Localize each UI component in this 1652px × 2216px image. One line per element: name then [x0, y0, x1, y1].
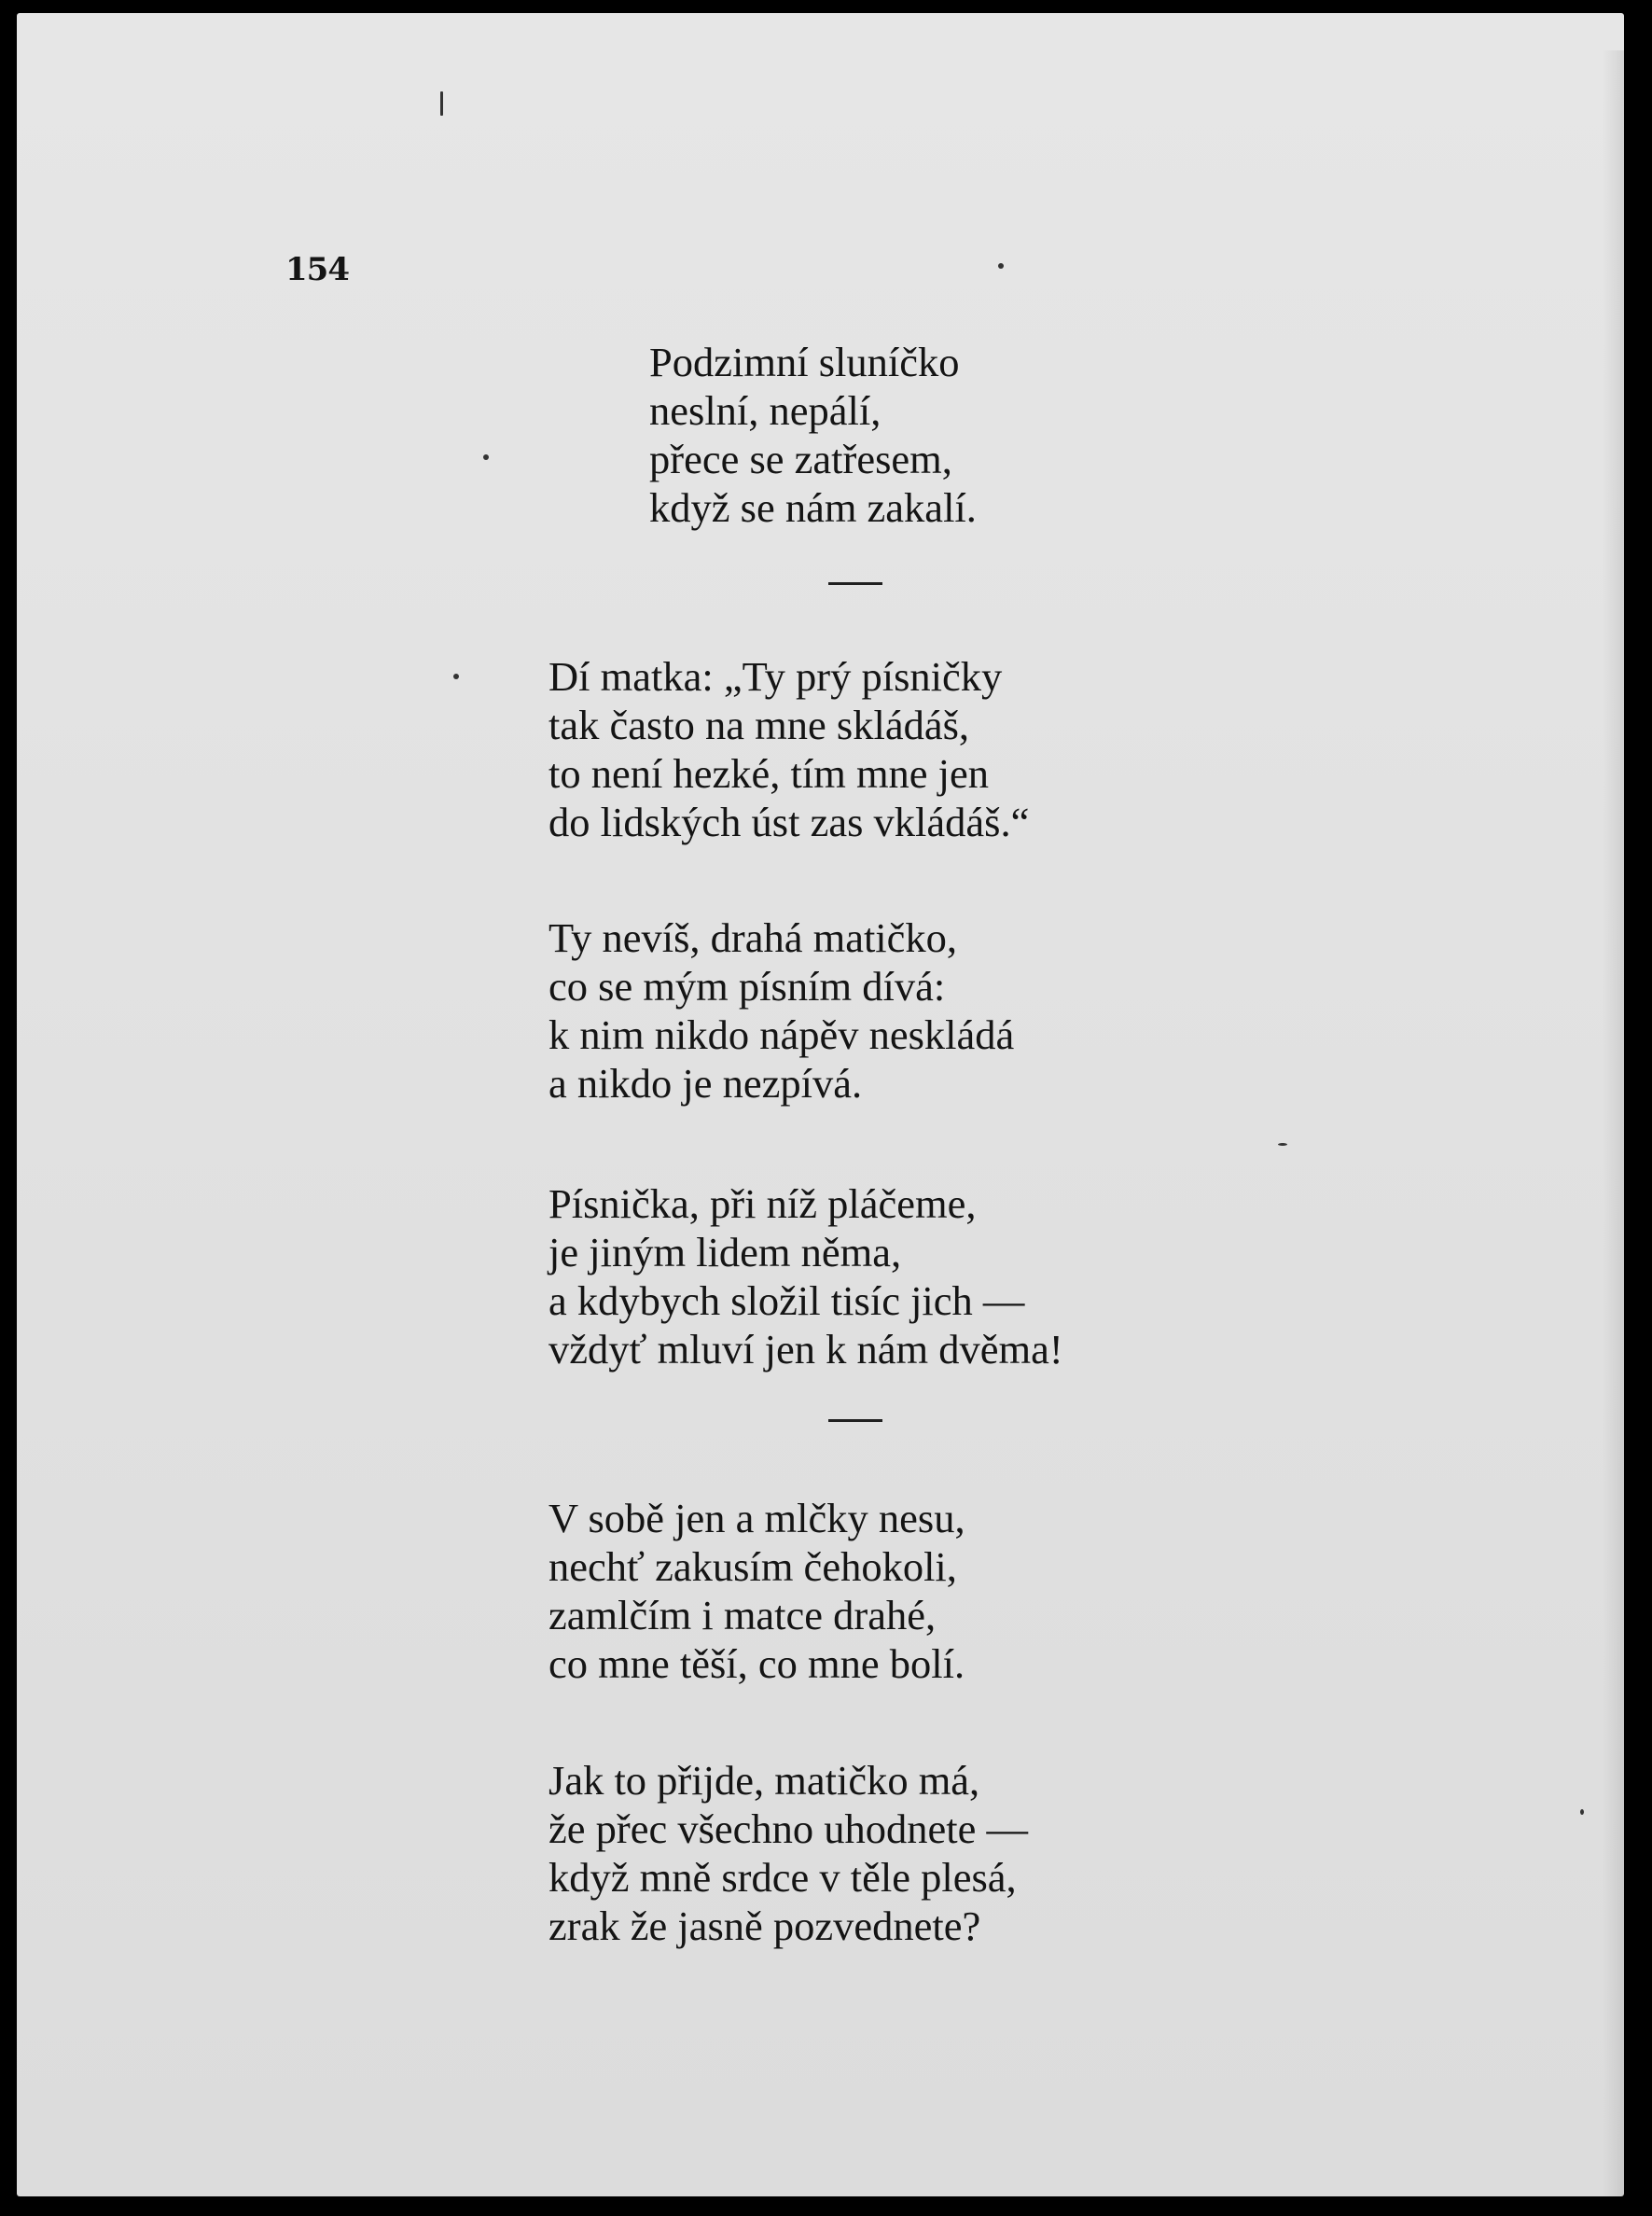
- stanza-3: [548, 913, 1014, 1108]
- verse-line: že přec všechno uhodnete —: [548, 1805, 1029, 1852]
- stanza-5: [548, 1494, 965, 1688]
- verse-line: vždyť mluví jen k nám dvěma!: [548, 1326, 1063, 1373]
- verse-line: Podzimní sluníčko: [649, 339, 960, 385]
- scan-speck: [440, 91, 443, 116]
- stanza-1: [649, 338, 977, 532]
- scan-speck: [1580, 1809, 1584, 1815]
- verse-line: a kdybych složil tisíc jich —: [548, 1277, 1025, 1324]
- verse-line: co mne těší, co mne bolí.: [548, 1640, 965, 1687]
- verse-line: Dí matka: „Ty prý písničky: [548, 653, 1003, 700]
- verse-line: přece se zatřesem,: [649, 436, 952, 482]
- stanza-2: [548, 652, 1029, 846]
- verse-line: a nikdo je nezpívá.: [548, 1060, 863, 1107]
- verse-line: když mně srdce v těle plesá,: [548, 1854, 1017, 1901]
- stanza-6: [548, 1756, 1028, 1950]
- paper-sheet: [17, 13, 1624, 2196]
- verse-line: k nim nikdo nápěv neskládá: [548, 1011, 1015, 1058]
- verse-line: V sobě jen a mlčky nesu,: [548, 1495, 965, 1541]
- verse-line: zrak že jasně pozvednete?: [548, 1902, 981, 1949]
- page-edge-shadow: [1603, 50, 1641, 2196]
- verse-line: Ty nevíš, drahá matičko,: [548, 914, 958, 961]
- verse-line: Jak to přijde, matičko má,: [548, 1757, 980, 1804]
- verse-line: to není hezké, tím mne jen: [548, 750, 990, 797]
- verse-line: zamlčím i matce drahé,: [548, 1592, 937, 1638]
- verse-line: když se nám zakalí.: [649, 484, 977, 531]
- scan-speck: [483, 454, 489, 460]
- scan-speck: [998, 263, 1004, 269]
- section-separator: [828, 1419, 882, 1422]
- stanza-4: [548, 1179, 1063, 1373]
- scan-speck: [453, 674, 459, 679]
- scan-speck: [1278, 1143, 1287, 1146]
- verse-line: je jiným lidem něma,: [548, 1229, 902, 1275]
- verse-line: nechť zakusím čehokoli,: [548, 1543, 957, 1590]
- verse-line: tak často na mne skládáš,: [548, 702, 970, 748]
- verse-line: co se mým písním dívá:: [548, 963, 946, 1010]
- verse-line: do lidských úst zas vkládáš.“: [548, 799, 1030, 845]
- verse-line: Písnička, při níž pláčeme,: [548, 1180, 977, 1227]
- verse-line: neslní, nepálí,: [649, 387, 882, 434]
- page-number: 154: [285, 251, 349, 288]
- section-separator: [828, 582, 882, 585]
